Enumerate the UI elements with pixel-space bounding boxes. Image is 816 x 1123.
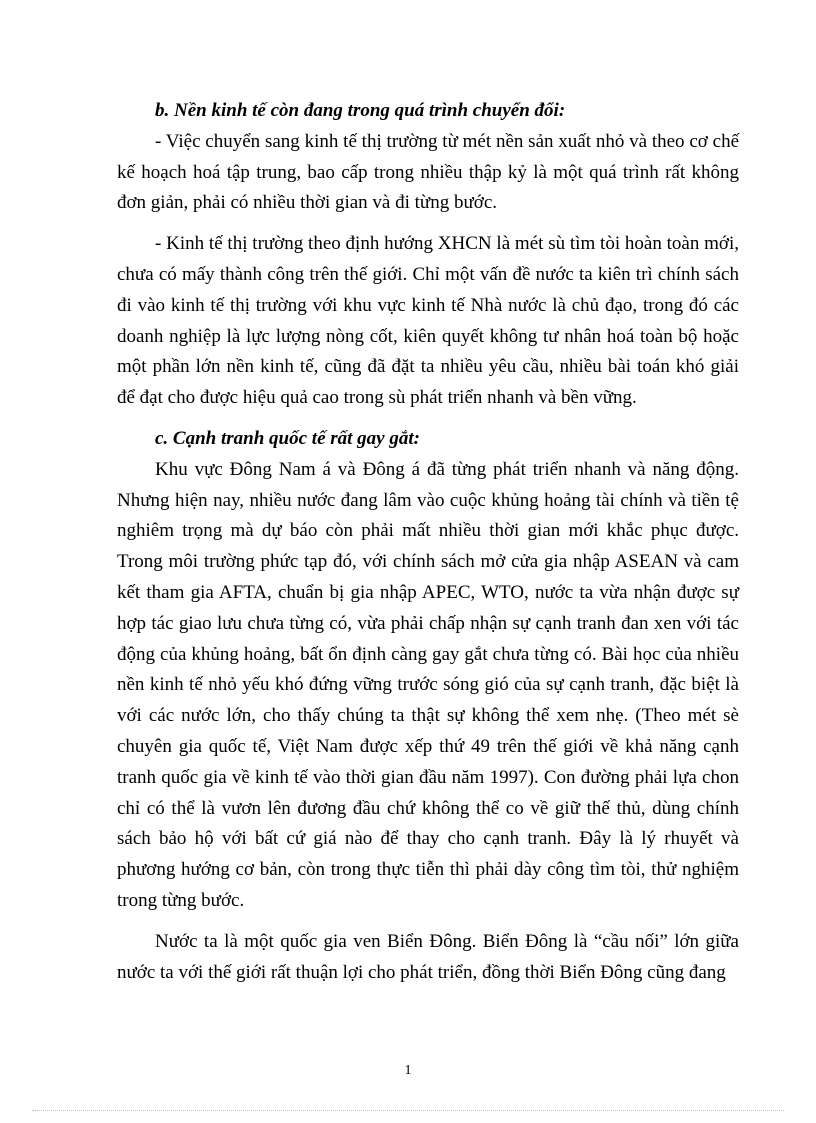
paragraph-spacer: [117, 414, 739, 424]
section-b-heading: b. Nền kinh tế còn đang trong quá trình chuyển đổi:: [155, 100, 566, 121]
section-b-paragraph-2: - Kinh tế thị trường theo định hướng XHCN là mét sù tìm tòi hoàn toàn mới, chưa có mấy thành công trên thế giới. Chỉ một vấn đề nước ta kiên trì chính sách đi vào kinh tế thị trường với khu vực kinh tế Nhà nước là chủ đạo, trong đó các doanh nghiệp là lực lượng nòng cốt, kiên quyết không tư nhân hoá toàn bộ hoặc một phần lớn nền kinh tế, cũng đã đặt ta nhiều yêu cầu, nhiều bài toán khó giải để đạt cho được hiệu quả cao trong sù phát triển nhanh và bền vững.: [117, 233, 739, 409]
paragraph-spacer: [117, 917, 739, 927]
paragraph-spacer: [117, 219, 739, 229]
section-c-paragraph-1: Khu vực Đông Nam á và Đông á đã từng phát triển nhanh và năng động. Nhưng hiện nay, nhiều nước đang lâm vào cuộc khủng hoảng tài chính và tiền tệ nghiêm trọng mà dự báo còn phải mất nhiều thời gian mới khắc phục được. Trong môi trường phức tạp đó, với chính sách mở cửa gia nhập ASEAN và cam kết tham gia AFTA, chuẩn bị gia nhập APEC, WTO, nước ta vừa nhận được sự hợp tác giao lưu chưa từng có, vừa phải chấp nhận sự cạnh tranh đan xen với tác động của khủng hoảng, bất ổn định càng gay gắt chưa từng có. Bài học của nhiều nền kinh tế nhỏ yếu khó đứng vững trước sóng gió của sự cạnh tranh, đặc biệt là với các nước lớn, cho thấy chúng ta thật sự không thể xem nhẹ. (Theo mét sè chuyên gia quốc tế, Việt Nam được xếp thứ 49 trên thế giới về khả năng cạnh tranh quốc gia về kinh tế vào thời gian đầu năm 1997). Con đường phải lựa chon chỉ có thể là vươn lên đương đầu chứ không thể co về giữ thế thủ, dùng chính sách bảo hộ với bất cứ giá nào để thay cho cạnh tranh. Đây là lý rhuyết và phương hướng cơ bản, còn trong thực tiễn thì phải dày công tìm tòi, thử nghiệm trong từng bước.: [117, 458, 739, 911]
footer-divider: [32, 1110, 784, 1111]
section-c-heading: c. Cạnh tranh quốc tế rất gay gắt:: [155, 427, 420, 449]
section-b-paragraph-1: - Việc chuyển sang kinh tế thị trường từ mét nền sản xuất nhỏ và theo cơ chế kế hoạch hoá tập trung, bao cấp trong nhiều thập kỷ là một quá trình rất không đơn giản, phải có nhiều thời gian và đi từng bước.: [117, 130, 739, 214]
page-number: 1: [404, 1063, 412, 1078]
section-c-paragraph-2: Nước ta là một quốc gia ven Biển Đông. Biển Đông là “cầu nối” lớn giữa nước ta với thế giới rất thuận lợi cho phát triển, đồng thời Biển Đông cũng đang: [117, 930, 739, 983]
page-body: [117, 96, 739, 988]
